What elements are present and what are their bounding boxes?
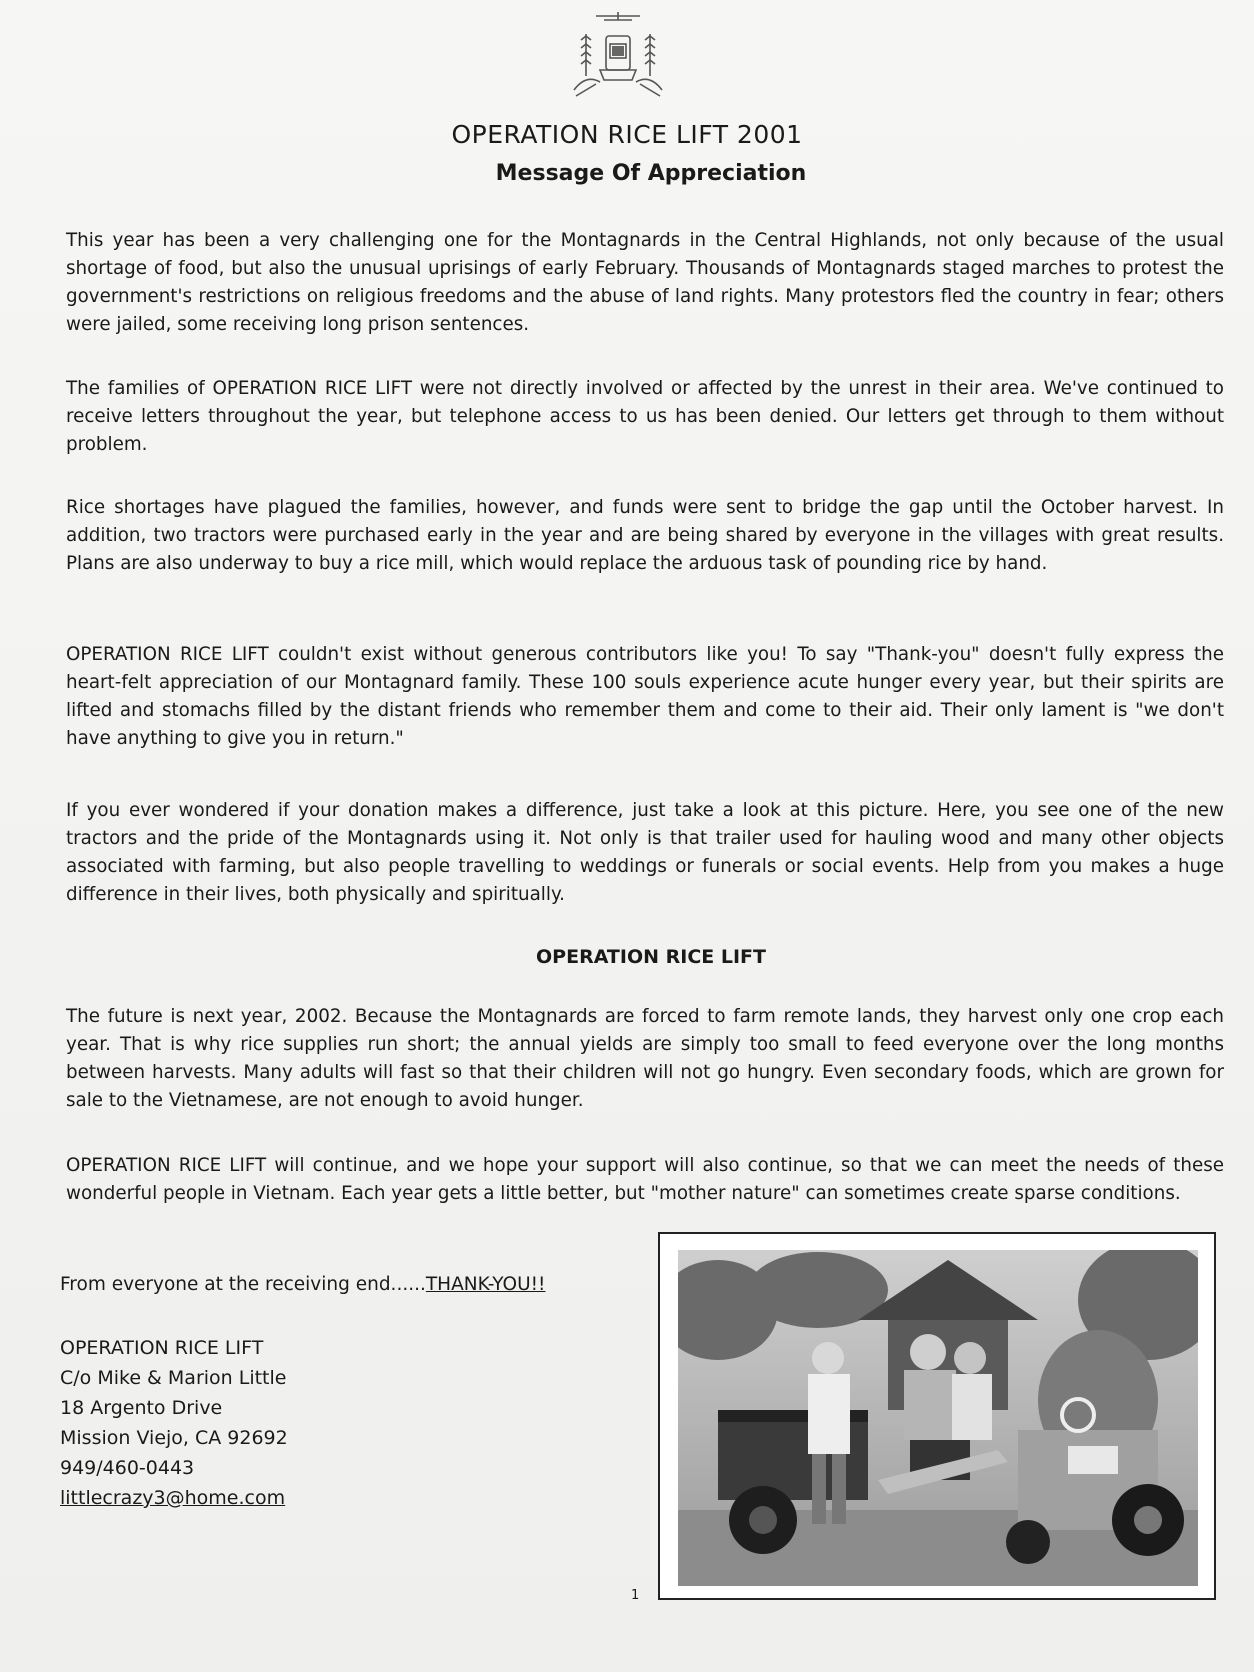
page-number: 1 — [631, 1588, 640, 1603]
page-subtitle: Message Of Appreciation — [495, 161, 807, 186]
thankyou-text: THANK-YOU!! — [425, 1274, 546, 1295]
section-heading: OPERATION RICE LIFT — [536, 946, 766, 968]
address-org: OPERATION RICE LIFT — [60, 1337, 264, 1359]
page-title: OPERATION RICE LIFT 2001 — [451, 120, 803, 149]
address-city: Mission Viejo, CA 92692 — [60, 1427, 288, 1449]
crest-emblem-icon — [566, 10, 670, 98]
address-block — [60, 1333, 288, 1513]
tractor-photo-frame — [658, 1232, 1216, 1600]
closing-line — [60, 1274, 545, 1295]
tractor-photo — [678, 1250, 1198, 1586]
paragraph-5: If you ever wondered if your donation makes a difference, just take a look at this picture. Here, you see one of the new tractors and the pride of the Montagnards using it. Not only is that trailer used for hauling wood and many other objects associated with farming, but also people travelling to weddings or funerals or social events. Help from you makes a huge difference in their lives, both physically and spiritually. — [66, 800, 1224, 905]
paragraph-7: OPERATION RICE LIFT will continue, and we hope your support will also continue, so that we can meet the needs of these wonderful people in Vietnam. Each year gets a little better, but "mother nature" can sometimes create sparse conditions. — [66, 1155, 1224, 1204]
paragraph-2: The families of OPERATION RICE LIFT were not directly involved or affected by the unrest in their area. We've continued to receive letters throughout the year, but telephone access to us has been denied. Our letters get through to them without problem. — [66, 378, 1224, 455]
address-street: 18 Argento Drive — [60, 1397, 223, 1419]
paragraph-1: This year has been a very challenging one for the Montagnards in the Central Highlands, not only because of the usual shortage of food, but also the unusual uprisings of early February. Thousands of Montagnards staged marches to protest the government's restrictions on religious freedoms and the abuse of land rights. Many protestors fled the country in fear; others were jailed, some receiving long prison sentences. — [66, 230, 1224, 335]
address-email-link[interactable]: littlecrazy3@home.com — [60, 1487, 286, 1509]
paragraph-3: Rice shortages have plagued the families, however, and funds were sent to bridge the gap until the October harvest. In addition, two tractors were purchased early in the year and are being shared by everyone in the villages with great results. Plans are also underway to buy a rice mill, which would replace the arduous task of pounding rice by hand. — [66, 497, 1224, 574]
paragraph-6: The future is next year, 2002. Because the Montagnards are forced to farm remote lands, they harvest only one crop each year. That is why rice supplies run short; the annual yields are simply too small to feed everyone over the long months between harvests. Many adults will fast so that their children will not go hungry. Even secondary foods, which are grown for sale to the Vietnamese, are not enough to avoid hunger. — [66, 1006, 1224, 1111]
closing-text: From everyone at the receiving end...... — [60, 1274, 426, 1295]
address-care-of: C/o Mike & Marion Little — [60, 1367, 287, 1389]
paragraph-4: OPERATION RICE LIFT couldn't exist without generous contributors like you! To say "Thank-you" doesn't fully express the heart-felt appreciation of our Montagnard family. These 100 souls experience acute hunger every year, but their spirits are lifted and stomachs filled by the distant friends who remember them and come to their aid. Their only lament is "we don't have anything to give you in return." — [66, 644, 1224, 749]
address-phone: 949/460-0443 — [60, 1457, 195, 1479]
